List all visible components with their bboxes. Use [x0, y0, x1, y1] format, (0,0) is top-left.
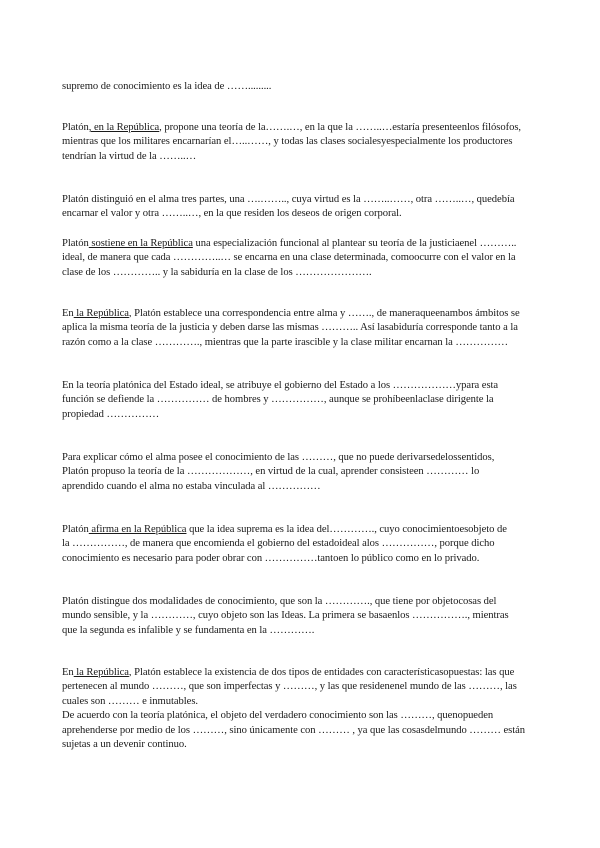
text-segment: clase de los ………….. y la sabiduría en la clase de los …………………. [62, 266, 372, 278]
text-line [62, 680, 590, 694]
text-line [62, 552, 590, 566]
text-line [62, 321, 590, 335]
paragraph-7 [62, 451, 590, 494]
text-segment: pertenecen al mundo ………, que son imperfectas y ………, y las que residenenel mundo de las ………, las [62, 681, 517, 693]
text-segment: En [62, 667, 74, 678]
text-line [62, 523, 590, 537]
text-segment: que la idea suprema es la idea del…………., cuyo conocimientoesobjeto de [186, 524, 507, 535]
text-segment: Platón propuso la teoría de la ………………, en virtud de la cual, aprender consisteen ………… lo [62, 466, 480, 478]
text-line [62, 379, 590, 393]
text-segment: , Platón establece la existencia de dos tipos de entidades con característicasopuestas: las que [128, 667, 515, 678]
text-line [62, 609, 590, 623]
text-segment: mundo sensible, y la …………, cuyo objeto son las Ideas. La primera se basaenlos ……………., mientras [62, 610, 509, 622]
text-line [62, 666, 590, 680]
underlined-text: la República [73, 667, 129, 678]
text-line [62, 393, 590, 407]
text-segment: la ……………, de manera que encomienda el gobierno del estadoideal alos ……………, porque dicho [62, 538, 495, 550]
text-line [62, 480, 590, 494]
text-segment: encarnar el valor y otra ……..…, en la que residen los deseos de origen corporal. [62, 208, 402, 220]
paragraph-1 [62, 80, 590, 94]
text-segment: ideal, de manera que cada …………..… se encarna en una clase determinada, comoocurre con el valor en la [62, 252, 516, 264]
text-segment: Para explicar cómo el alma posee el conocimiento de las ………, que no puede derivarsedelossentidos, [62, 452, 495, 463]
text-segment: sujetas a un devenir continuo. [62, 739, 187, 751]
text-line [62, 135, 590, 149]
paragraph-8 [62, 523, 590, 566]
underlined-text: , en la República [88, 122, 160, 133]
paragraph-9 [62, 595, 590, 638]
text-segment: cuales son ……… e inmutables. [62, 695, 198, 707]
text-line [62, 695, 590, 709]
text-line [62, 237, 590, 251]
text-segment: supremo de conocimiento es la idea de ……......... [62, 81, 272, 92]
paragraph-5 [62, 307, 590, 350]
text-line [62, 150, 590, 164]
paragraph-2 [62, 121, 590, 164]
text-line [62, 207, 590, 221]
text-segment: propiedad …………… [62, 408, 160, 420]
text-segment: una especialización funcional al plantear su teoría de la justiciaenel ……….. [192, 238, 517, 249]
text-segment: Platón distinguió en el alma tres partes, una ….…….., cuya virtud es la ……..……, otra ……..…, quedebía [62, 194, 515, 205]
underlined-text: la República [73, 308, 129, 319]
text-segment: conocimiento es necesario para poder obrar con ……………tantoen lo público como en lo privado. [62, 552, 480, 564]
text-line [62, 336, 590, 350]
paragraph-4 [62, 237, 590, 280]
text-line [62, 251, 590, 265]
text-line [62, 709, 590, 723]
paragraph-10 [62, 666, 590, 752]
text-line [62, 408, 590, 422]
paragraph-3 [62, 193, 590, 222]
text-segment: razón como a la clase …………., mientras que la parte irascible y la clase militar encarnan la …………… [62, 336, 509, 348]
text-line [62, 624, 590, 638]
text-segment: Platón distingue dos modalidades de conocimiento, que son la …………., que tiene por objetocosas del [62, 596, 497, 607]
text-segment: , Platón establece una correspondencia entre alma y ……., de maneraqueenambos ámbitos se [128, 308, 520, 319]
text-line [62, 537, 590, 551]
text-segment: mientras que los militares encarnarían el…..……, y todas las clases socialesyespecialmente los productores [62, 136, 513, 148]
text-line [62, 724, 590, 738]
text-segment: Platón [62, 524, 89, 535]
underlined-text: afirma en la República [88, 524, 187, 535]
text-segment: , propone una teoría de la…….…, en la que la ……..…estaría presenteenlos filósofos, [159, 122, 521, 133]
text-segment: En la teoría platónica del Estado ideal, se atribuye el gobierno del Estado a los ………………ypara esta [62, 380, 499, 391]
text-segment: Platón [62, 122, 89, 133]
text-segment: aplica la misma teoría de la justicia y deben darse las mismas ……….. Así lasabiduría corresponde tanto a la [62, 322, 518, 334]
text-segment: En [62, 308, 74, 319]
text-segment: Platón [62, 238, 89, 249]
text-line [62, 451, 590, 465]
text-line [62, 80, 590, 94]
text-line [62, 307, 590, 321]
text-segment: aprendido cuando el alma no estaba vinculada al …………… [62, 480, 321, 492]
text-line [62, 266, 590, 280]
text-line [62, 465, 590, 479]
paragraph-6 [62, 379, 590, 422]
underlined-text: sostiene en la República [88, 238, 193, 249]
text-segment: De acuerdo con la teoría platónica, el objeto del verdadero conocimiento son las ………, quenopueden [62, 710, 494, 722]
text-segment: tendrían la virtud de la ……..… [62, 150, 197, 162]
text-segment: función se defiende la …………… de hombres y ……………, aunque se prohíbeenlaclase dirigente la [62, 394, 494, 406]
text-line [62, 595, 590, 609]
text-line [62, 121, 590, 135]
text-segment: aprehenderse por medio de los ………, sino únicamente con ……… , ya que las cosasdelmundo ……… están [62, 724, 526, 736]
text-line [62, 738, 590, 752]
text-segment: que la segunda es infalible y se fundamenta en la …………. [62, 624, 315, 636]
text-line [62, 193, 590, 207]
